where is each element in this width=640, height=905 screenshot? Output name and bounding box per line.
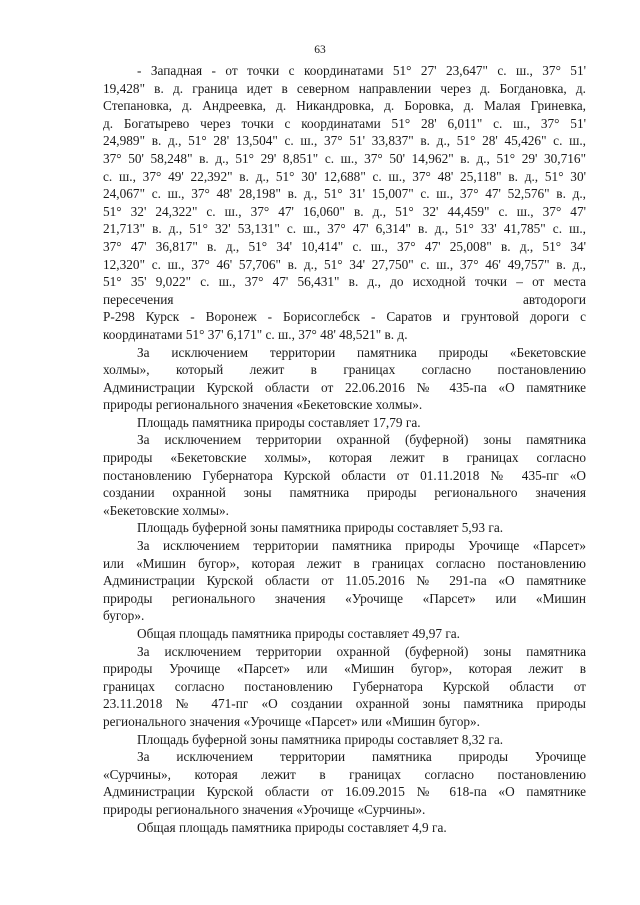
text-line: природы «Бекетовские холмы», которая лежит в границах согласно [103,450,586,466]
text-fragment-right: автодороги [522,291,586,307]
text-line: границах согласно постановлению Губернатора Курской области от [103,678,586,694]
paragraph-parset-buffer-exclusion [103,643,586,731]
paragraph-beketovskie-buffer-area [103,519,586,537]
text-line: «Бекетовские холмы». [103,502,229,518]
paragraph-beketovskie-buffer-exclusion [103,431,586,519]
paragraph-parset-area [103,625,586,643]
text-line: д. Богатырево через точки с координатами 51° 28' 6,011" с. ш., 37° 51' [103,115,586,131]
text-line: 21,713" в. д., 51° 32' 53,131" с. ш., 37° 47' 6,314" в. д., 51° 33' 41,785" с. ш., [103,221,586,237]
text-line: бугор». [103,608,145,624]
text-line: координатами 51° 37' 6,171" с. ш., 37° 48' 48,521" в. д. [103,326,408,342]
text-line: 51° 32' 24,322" с. ш., 37° 47' 16,060" в. д., 51° 32' 44,459" с. ш., 37° 47' [103,203,586,219]
text-line: 12,320" с. ш., 37° 46' 57,706" в. д., 51° 34' 27,750" с. ш., 37° 46' 49,757" в. д., [103,256,586,272]
text-line: Р-298 Курск - Воронеж - Борисоглебск - Саратов и грунтовой дороги с [103,309,586,325]
text-line: природы регионального значения «Урочище «Парсет» или «Мишин [103,590,586,606]
text-line: Площадь памятника природы составляет 17,79 га. [137,414,421,430]
paragraph-parset-exclusion [103,537,586,625]
paragraph-beketovskie-exclusion [103,344,586,414]
text-line: За исключением территории памятника природы «Бекетовские [137,344,586,360]
text-line: Администрации Курской области от 22.06.2016 № 435-па «О памятнике [103,379,586,395]
text-line: 23.11.2018 № 471-пг «О создании охранной зоны памятника природы [103,696,586,712]
text-line: За исключением территории охранной (буферной) зоны памятника [137,643,586,659]
document-body [103,62,586,836]
text-line: 24,067" с. ш., 37° 48' 28,198" в. д., 51° 31' 15,007" с. ш., 37° 47' 52,576" в. д., [103,186,586,202]
text-line: 37° 50' 58,248" в. д., 51° 29' 8,851" с. ш., 37° 50' 14,962" в. д., 51° 29' 30,716" [103,150,586,166]
paragraph-beketovskie-area [103,414,586,432]
text-line: создании охранной зоны памятника природы регионального значения [103,485,586,501]
text-line: - Западная - от точки с координатами 51° 27' 23,647" с. ш., 37° 51' [137,63,586,78]
text-line: природы Урочище «Парсет» или «Мишин бугор», которая лежит в [103,661,586,677]
paragraph-parset-buffer-area [103,731,586,749]
text-line: За исключением территории памятника природы Урочище «Парсет» [137,538,586,554]
text-line: природы регионального значения «Бекетовские холмы». [103,397,423,413]
text-line: Площадь буферной зоны памятника природы составляет 8,32 га. [137,731,504,747]
text-line: регионального значения «Урочище «Парсет» или «Мишин бугор». [103,713,480,729]
text-line: Администрации Курской области от 11.05.2016 № 291-па «О памятнике [103,573,586,589]
text-line: или «Мишин бугор», которая лежит в границах согласно постановлению [103,555,586,571]
text-line: холмы», который лежит в границах согласно постановлению [103,362,586,378]
text-line: с. ш., 37° 49' 22,392" в. д., 51° 30' 12,688" с. ш., 37° 48' 25,118" в. д., 51° 30' [103,168,586,184]
text-line: Общая площадь памятника природы составляет 4,9 га. [137,819,447,835]
text-line: постановлению Губернатора Курской области от 01.11.2018 № 435-пг «О [103,467,586,483]
text-line: 37° 47' 36,817" в. д., 51° 34' 10,414" с. ш., 37° 47' 25,008" в. д., 51° 34' [103,238,586,254]
text-line: Площадь буферной зоны памятника природы составляет 5,93 га. [137,520,504,536]
text-line: Администрации Курской области от 16.09.2015 № 618-па «О памятнике [103,784,586,800]
text-fragment-left: пересечения [103,291,174,307]
paragraph-surchiny-area [103,819,586,837]
text-line: За исключением территории охранной (буферной) зоны памятника [137,432,586,448]
paragraph-surchiny-exclusion [103,748,586,818]
text-line: Общая площадь памятника природы составляет 49,97 га. [137,626,461,641]
text-line: 24,989" в. д., 51° 28' 13,504" с. ш., 37° 51' 33,837" в. д., 51° 28' 45,426" с. ш., [103,133,586,149]
text-line: «Сурчины», которая лежит в границах согласно постановлению [103,766,586,782]
paragraph-west-boundary [103,62,586,344]
text-line: Степановка, д. Андреевка, д. Никандровка, д. Боровка, д. Малая Гриневка, [103,98,586,114]
text-line: За исключением территории памятника природы Урочище [137,749,586,765]
text-line: 19,428" в. д. граница идет в северном направлении через д. Богдановка, д. [103,80,586,96]
text-line-split [103,291,586,309]
page-number: 63 [314,44,326,56]
text-line: 51° 35' 9,022" с. ш., 37° 47' 56,431" в. д., до исходной точки – от места [103,274,586,290]
text-line: природы регионального значения «Урочище «Сурчины». [103,801,426,817]
